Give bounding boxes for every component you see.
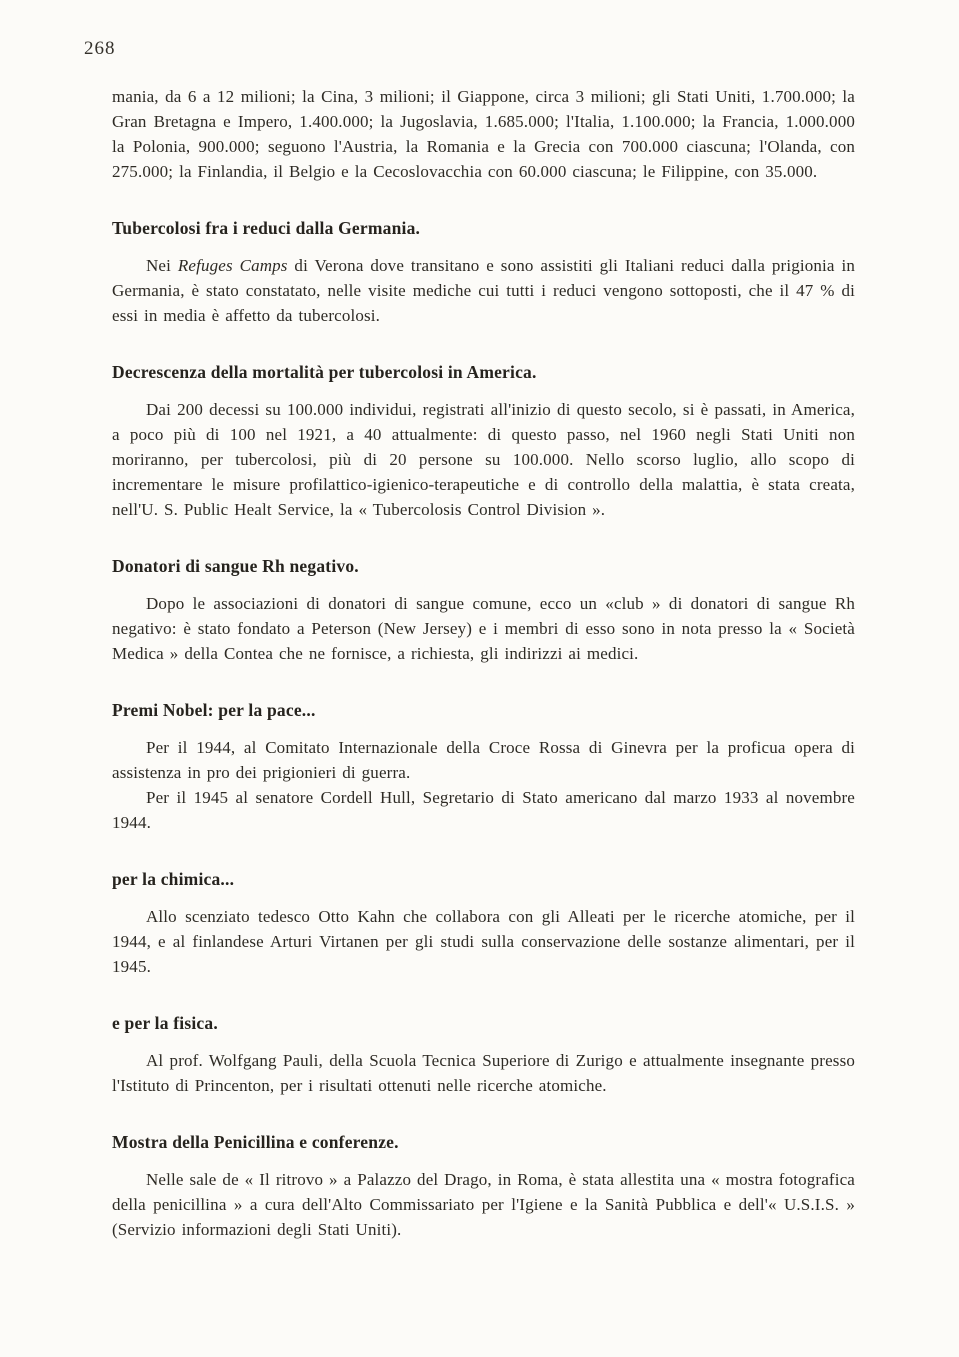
section-heading: per la chimica... (112, 869, 235, 889)
paragraph: Per il 1945 al senatore Cordell Hull, Segretario di Stato americano dal marzo 1933 al novembre 1944. (112, 788, 855, 832)
paragraph-text: Nei (146, 256, 178, 275)
paragraph (112, 253, 855, 328)
section-heading: e per la fisica. (112, 1013, 218, 1033)
paragraph: Per il 1944, al Comitato Internazionale della Croce Rossa di Ginevra per la proficua opera di assistenza in pro dei prigionieri di guerra. (112, 738, 855, 782)
section-heading: Mostra della Penicillina e conferenze. (112, 1132, 399, 1152)
paragraph-text: di Verona dove transitano e sono assistiti gli Italiani reduci dalla prigionia in Germania, è stato constatato, nelle visite mediche cui tutti i reduci vengono sottoposti, che il 47 % di essi in media è affetto da tubercolosi. (112, 256, 855, 325)
page-number: 268 (84, 38, 116, 59)
section-tubercolosi-reduci (112, 216, 855, 328)
section-mostra-penicillina (112, 1130, 855, 1242)
section-heading: Donatori di sangue Rh negativo. (112, 556, 359, 576)
section-heading: Premi Nobel: per la pace... (112, 700, 316, 720)
paragraph-text-italic: Refuges Camps (177, 256, 288, 275)
section-mortalita-america (112, 360, 855, 522)
section-heading: Tubercolosi fra i reduci dalla Germania. (112, 218, 421, 238)
section-nobel-chimica (112, 867, 855, 979)
section-nobel-fisica (112, 1011, 855, 1098)
intro-paragraph: mania, da 6 a 12 milioni; la Cina, 3 milioni; il Giappone, circa 3 milioni; gli Stati Uniti, 1.700.000; la Gran Bretagna e Impero, 1.400.000; la Jugoslavia, 1.685.000; l'Italia, 1.100.000; la Francia, 1.000.000 la Polonia, 900.000; seguono l'Austria, la Romania e la Grecia con 700.000 ciascuna; l'Olanda, con 275.000; la Finlandia, il Belgio e la Cecoslovacchia con 60.000 ciascuna; le Filippine, con 35.000. (112, 87, 855, 181)
paragraph: Nelle sale de « Il ritrovo » a Palazzo del Drago, in Roma, è stata allestita una « mostra fotografica della penicillina » a cura dell'Alto Commissariato per l'Igiene e la Sanità Pubblica e dell'« U.S.I.S. » (Servizio informazioni degli Stati Uniti). (112, 1170, 855, 1239)
section-heading: Decrescenza della mortalità per tubercolosi in America. (112, 362, 537, 382)
paragraph: Allo scenziato tedesco Otto Kahn che collabora con gli Alleati per le ricerche atomiche, per il 1944, e al finlandese Arturi Virtanen per gli studi sulla conservazione delle sostanze alimentari, per il 1945. (112, 907, 855, 976)
paragraph: Dopo le associazioni di donatori di sangue comune, ecco un «club » di donatori di sangue Rh negativo: è stato fondato a Peterson (New Jersey) e i membri di esso sono in nota presso la « Società Medica » della Contea che ne fornisce, a richiesta, gli indirizzi ai medici. (112, 594, 855, 663)
paragraph: Dai 200 decessi su 100.000 individui, registrati all'inizio di questo secolo, si è passati, in America, a poco più di 100 nel 1921, a 40 attualmente: di questo passo, nel 1960 negli Stati Uniti non moriranno, per tubercolosi, più di 20 persone su 100.000. Nello scorso luglio, allo scopo di incrementare le misure profilattico-igienico-terapeutiche e di controllo della malattia, è stata creata, nell'U. S. Public Healt Service, la « Tubercolosis Control Division ». (112, 400, 855, 519)
section-donatori-rh (112, 554, 855, 666)
section-premi-nobel-pace (112, 698, 855, 835)
paragraph: Al prof. Wolfgang Pauli, della Scuola Tecnica Superiore di Zurigo e attualmente insegnante presso l'Istituto di Princenton, per i risultati ottenuti nelle ricerche atomiche. (112, 1051, 855, 1095)
